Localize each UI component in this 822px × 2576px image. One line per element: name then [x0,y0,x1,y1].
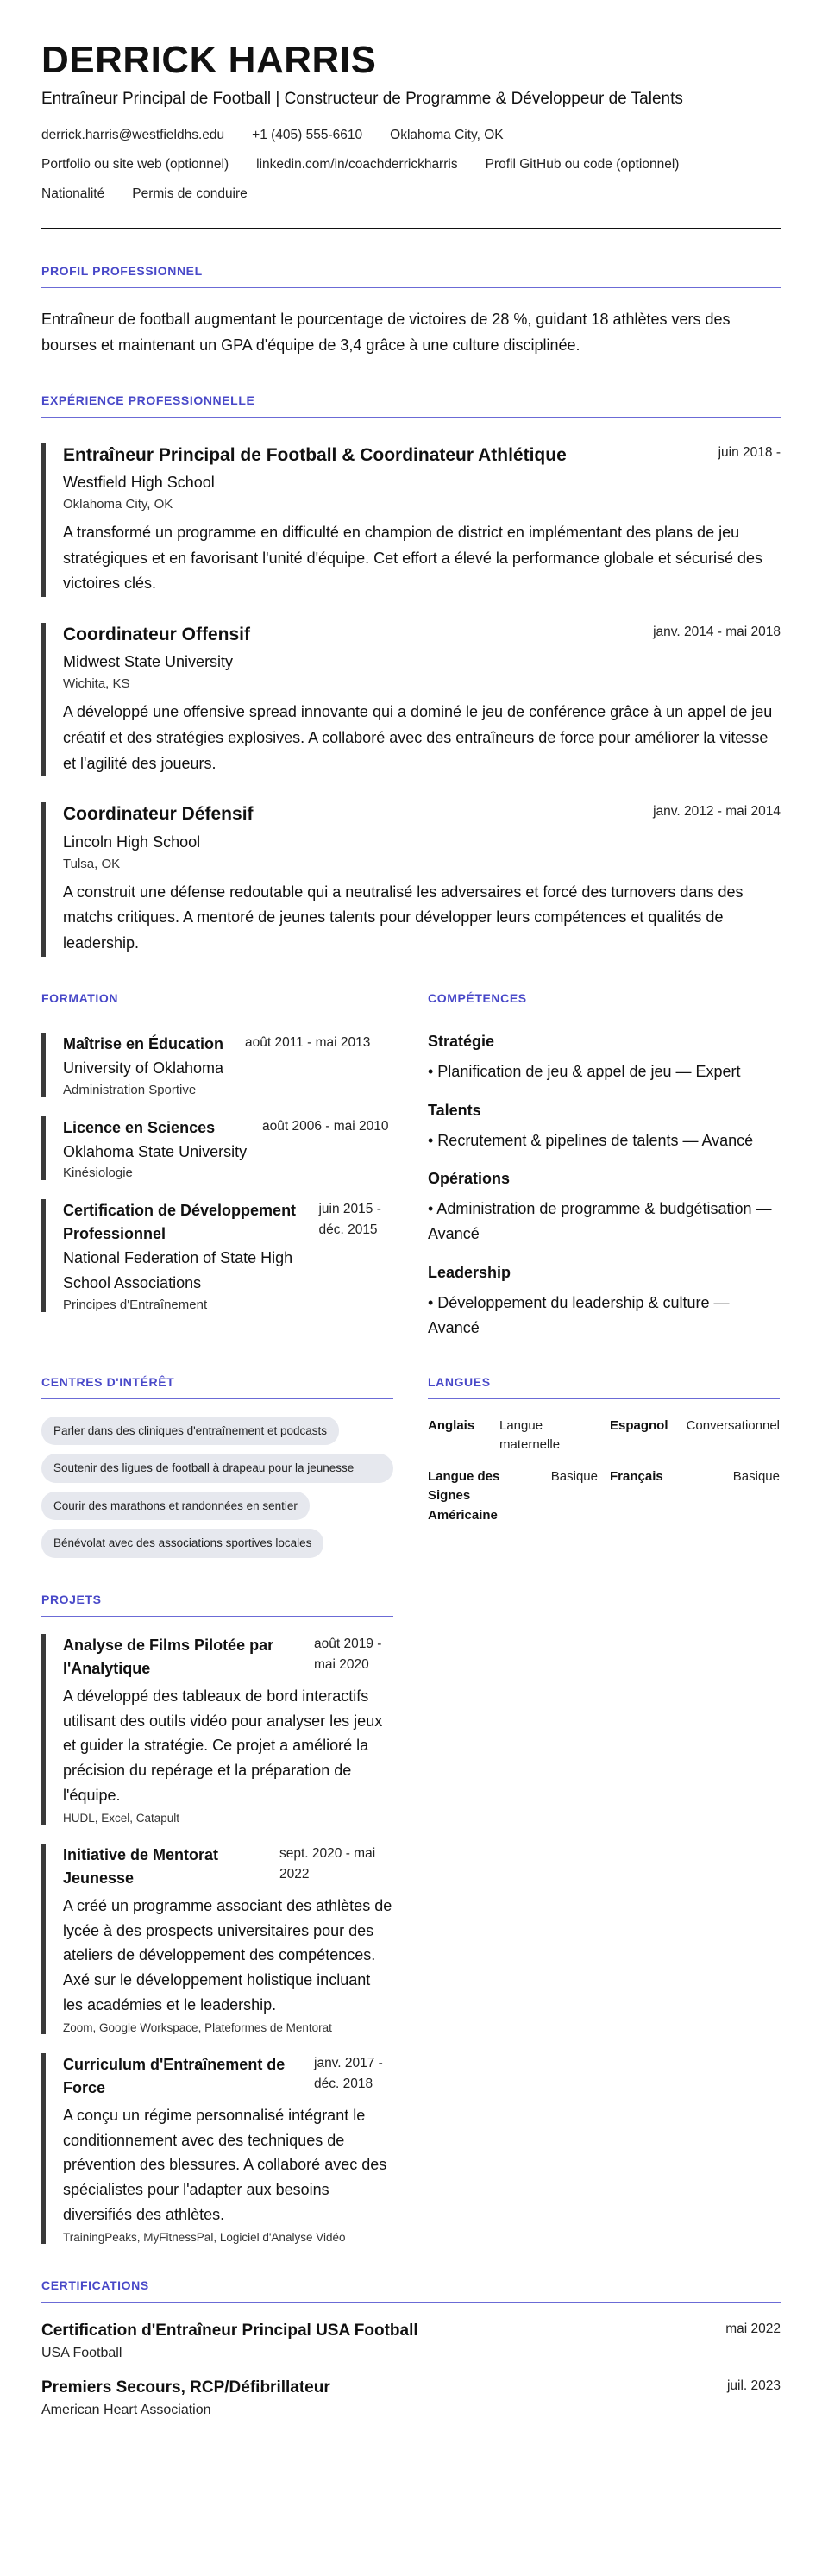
language-level: Langue maternelle [499,1417,561,1453]
language-level: Basique [732,1468,780,1484]
certification-date: juil. 2023 [726,2378,781,2393]
project-description: A conçu un régime personnalisé intégrant le conditionnement avec des techniques de prévention des blessures. A collaboré avec des spécialistes pour l'adapter aux besoins diversifiés des athlètes. [63,2106,387,2224]
phone-number[interactable]: +1 (405) 555-6610 [252,128,363,143]
skill-group [428,1170,780,1247]
language-item [610,1467,780,1526]
project-item [41,1844,393,2034]
experience-item [41,623,781,776]
certification-issuer: USA Football [41,2345,122,2360]
degree: Licence en Sciences [63,1118,216,1136]
summary-section [41,264,781,358]
degree: Certification de Développement Professionnel [63,1202,297,1243]
job-date: juin 2018 - [718,444,781,460]
project-description: A développé des tableaux de bord interactifs utilisant des outils vidéo pour analyser les jeux et guider la stratégie. Ce projet a amélioré la précision du repérage et la préparation de l'équipe. [63,1687,383,1805]
language-level: Conversationnel [686,1417,780,1433]
project-date: janv. 2017 - déc. 2018 [314,2055,383,2091]
job-location: Wichita, KS [63,676,130,692]
language-item [428,1417,598,1455]
job-title: Entraîneur Principal de Football & Coordinateur Athlétique [63,444,567,465]
skill-category: Leadership [428,1264,511,1282]
education-date: août 2011 - mai 2013 [245,1034,371,1050]
language-name: Français [610,1468,663,1484]
project-date: août 2019 - mai 2020 [314,1636,382,1672]
certification-date: mai 2022 [725,2321,781,2336]
linkedin-link[interactable]: linkedin.com/in/coachderrickharris [256,157,458,173]
project-item [41,1634,393,1825]
education-item [41,1033,393,1097]
job-title: Coordinateur Offensif [63,625,251,645]
header-divider [41,228,781,229]
job-description: A construit une défense redoutable qui a neutralisé les adversaires et forcé des turnovers dans des matchs critiques. A mentoré de jeunes talents pour développer leurs compétences et qualités de leadership. [63,883,744,952]
project-title: Curriculum d'Entraînement de Force [63,2055,286,2096]
section-title: PROFIL PROFESSIONNEL [41,264,781,288]
job-title: Coordinateur Défensif [63,804,254,825]
skills-section [428,991,780,1341]
section-title: CERTIFICATIONS [41,2278,781,2303]
project-tools: Zoom, Google Workspace, Plateformes de Mentorat [63,2020,332,2034]
section-title: EXPÉRIENCE PROFESSIONNELLE [41,393,781,418]
language-level: Basique [550,1468,598,1484]
job-location: Oklahoma City, OK [63,497,173,512]
interest-chip: Soutenir des ligues de football à drapeau pour la jeunesse [41,1454,393,1483]
website-link[interactable]: Portfolio ou site web (optionnel) [41,157,229,173]
interest-chip: Courir des marathons et randonnées en sentier [41,1492,310,1521]
skill-group [428,1033,780,1084]
certification-name: Certification d'Entraîneur Principal USA Football [41,2321,418,2340]
job-date: janv. 2014 - mai 2018 [653,625,781,640]
skill-item: • Planification de jeu & appel de jeu — Expert [428,1062,741,1080]
language-name: Langue des Signes Américaine [428,1468,500,1523]
field-of-study: Administration Sportive [63,1082,197,1097]
projects-section [41,1593,393,2244]
github-link[interactable]: Profil GitHub ou code (optionnel) [485,157,680,173]
project-tools: HUDL, Excel, Catapult [63,1811,180,1825]
section-title: PROJETS [41,1593,393,1617]
section-title: CENTRES D'INTÉRÊT [41,1375,393,1399]
license-text: Permis de conduire [132,186,248,202]
education-item [41,1116,393,1181]
resume-header [41,40,781,229]
field-of-study: Principes d'Entraînement [63,1297,208,1313]
skill-category: Stratégie [428,1032,495,1050]
headline: Entraîneur Principal de Football | Constructeur de Programme & Développeur de Talents [41,90,683,109]
job-date: janv. 2012 - mai 2014 [653,804,781,820]
experience-item [41,802,781,956]
education-date: juin 2015 - déc. 2015 [318,1202,381,1238]
skill-item: • Recrutement & pipelines de talents — Avancé [428,1131,754,1149]
projects-row [41,1593,781,2244]
empty-column [428,1593,780,2244]
certifications-list [41,2322,781,2418]
education-date: août 2006 - mai 2010 [262,1118,389,1134]
interest-chip: Bénévolat avec des associations sportives locales [41,1529,323,1558]
section-title: LANGUES [428,1375,780,1399]
employer: Westfield High School [63,474,215,492]
contact-row-primary [41,128,781,143]
job-description: A transformé un programme en difficulté en champion de district en implémentant des plans de jeu stratégiques et en favorisant l'unité d'équipe. Cet effort a élevé la performance globale et sécurisé des victoires clés. [63,524,763,593]
school: Oklahoma State University [63,1142,248,1160]
candidate-name: DERRICK HARRIS [41,39,377,81]
email-link[interactable]: derrick.harris@westfieldhs.edu [41,128,225,143]
language-name: Espagnol [610,1417,668,1433]
education-item [41,1199,393,1312]
experience-section [41,393,781,957]
employer: Midwest State University [63,653,234,671]
education-section [41,991,393,1341]
experience-list [41,443,781,957]
nationality-text: Nationalité [41,186,105,202]
contact-row-extra [41,186,781,202]
section-title: FORMATION [41,991,393,1015]
language-name: Anglais [428,1417,475,1433]
degree: Maîtrise en Éducation [63,1034,224,1052]
interests-languages-row [41,1375,781,1558]
certification-name: Premiers Secours, RCP/Défibrillateur [41,2378,330,2397]
projects-list [41,1634,393,2244]
certification-item [41,2378,781,2418]
certifications-section [41,2278,781,2418]
certification-issuer: American Heart Association [41,2402,211,2417]
experience-item [41,443,781,597]
skills-list [428,1033,780,1341]
interests-list [41,1417,393,1558]
project-date: sept. 2020 - mai 2022 [279,1845,376,1882]
project-tools: TrainingPeaks, MyFitnessPal, Logiciel d'Analyse Vidéo [63,2230,346,2244]
certification-item [41,2322,781,2361]
skill-item: • Développement du leadership & culture — Avancé [428,1294,730,1336]
education-list [41,1033,393,1312]
job-description: A développé une offensive spread innovante qui a dominé le jeu de conférence grâce à un appel de jeu créatif et des stratégies explosives. A collaboré avec des entraîneurs de force pour améliorer la vitesse et l'agilité des joueurs. [63,703,773,772]
education-skills-row [41,991,781,1341]
skill-group [428,1264,780,1341]
skill-item: • Administration de programme & budgétisation — Avancé [428,1200,772,1243]
location-text: Oklahoma City, OK [390,128,504,143]
school: National Federation of State High School Associations [63,1249,293,1292]
contact-row-links [41,157,781,173]
section-title: COMPÉTENCES [428,991,780,1015]
language-item [428,1467,598,1526]
summary-text: Entraîneur de football augmentant le pourcentage de victoires de 28 %, guidant 18 athlètes vers des bourses et maintenant un GPA d'équipe de 3,4 grâce à une culture disciplinée. [41,311,731,355]
language-item [610,1417,780,1455]
skill-category: Opérations [428,1170,511,1188]
employer: Lincoln High School [63,832,201,851]
field-of-study: Kinésiologie [63,1165,133,1181]
skill-group [428,1102,780,1153]
skill-category: Talents [428,1101,481,1119]
project-description: A créé un programme associant des athlètes de lycée à des prospects universitaires pour des ateliers de développement des compétences. Axé sur le développement holistique incluant les académies et le leadership. [63,1896,392,2014]
interests-section [41,1375,393,1558]
project-title: Analyse de Films Pilotée par l'Analytique [63,1636,274,1677]
project-title: Initiative de Mentorat Jeunesse [63,1845,219,1887]
interest-chip: Parler dans des cliniques d'entraînement et podcasts [41,1417,339,1446]
school: University of Oklahoma [63,1059,224,1077]
languages-list [428,1417,780,1526]
languages-section [428,1375,780,1558]
job-location: Tulsa, OK [63,856,121,871]
project-item [41,2053,393,2244]
